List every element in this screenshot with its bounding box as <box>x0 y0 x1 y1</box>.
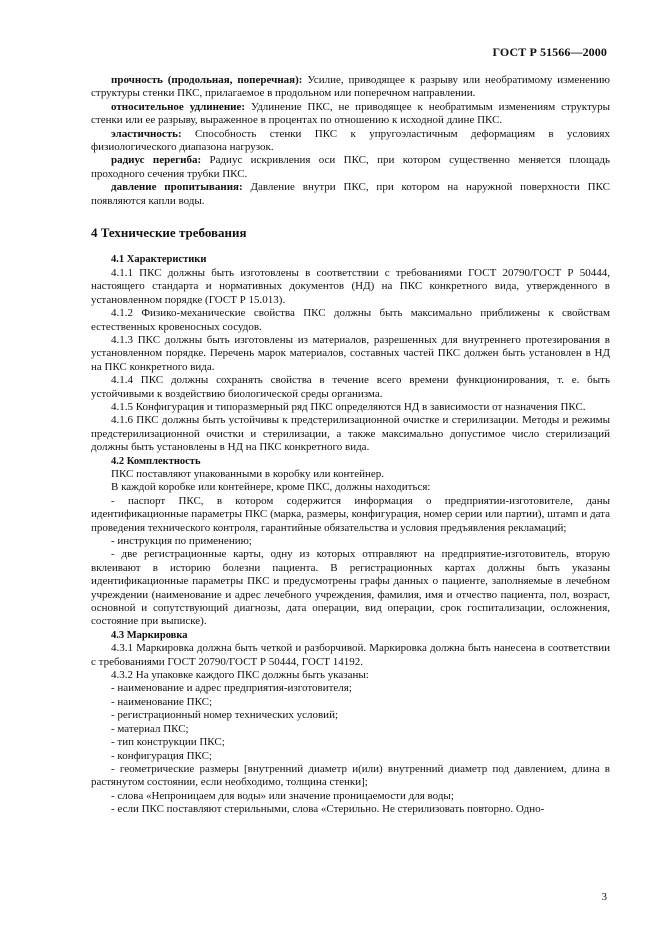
definition-term: относительное удлинение: <box>111 100 246 113</box>
subsection-heading: 4.1 Характеристики <box>111 254 207 266</box>
definition-text: Способность стенки ПКС к упругоэластичным деформациям в условиях физиологического диапазона нагрузок. <box>91 127 610 154</box>
definition-term: прочность (продольная, поперечная): <box>111 74 303 86</box>
paragraph: 4.1.5 Конфигурация и типоразмерный ряд ПКС определяются НД в зависимости от назначения ПКС. <box>111 400 586 413</box>
definition <box>91 154 610 181</box>
standard-header: ГОСТ Р 51566—2000 <box>492 45 607 59</box>
definition-term: давление пропитывания: <box>111 181 243 194</box>
paragraph: 4.3.2 На упаковке каждого ПКС должны быть указаны: <box>111 669 369 682</box>
paragraph: 4.1.1 ПКС должны быть изготовлены в соответствии с требованиями ГОСТ 20790/ГОСТ Р 50444, настоящего стандарта и нормативных документов (НД) на ПКС конкретного вида, утвержденного в установленном порядке (ГОСТ Р 15.013). <box>91 266 610 306</box>
paragraph: ПКС поставляют упакованными в коробку или контейнер. <box>111 467 384 480</box>
page-number: 3 <box>601 890 607 903</box>
list-item: - если ПКС поставляют стерильными, слова «Стерильно. Не стерилизовать повторно. Одно- <box>111 803 545 816</box>
definition <box>91 74 610 101</box>
list-item: - тип конструкции ПКС; <box>111 736 225 749</box>
list-item: - наименование ПКС; <box>111 695 213 708</box>
list-item: - паспорт ПКС, в котором содержится информация о предприятии-изготовителе, даны идентификационные параметры ПКС (марка, размеры, конфигурация, номер серии или партии), штамп и дата проведения технического контроля, гарантийные обязательства и условия предъявления рекламаций; <box>91 494 610 534</box>
list-item: - наименование и адрес предприятия-изготовителя; <box>111 682 352 695</box>
definition <box>91 101 610 128</box>
paragraph: В каждой коробке или контейнере, кроме ПКС, должны находиться: <box>111 481 431 494</box>
definition-term: радиус перегиба: <box>111 154 202 167</box>
definitions-list <box>91 74 610 208</box>
document-body <box>91 74 610 817</box>
definition-term: эластичность: <box>111 127 182 140</box>
list-item: - регистрационный номер технических условий; <box>111 709 339 722</box>
definition-text: Радиус искривления оси ПКС, при котором существенно меняется площадь проходного сечения трубки ПКС. <box>91 154 610 180</box>
section-heading: 4 Технические требования <box>91 225 247 241</box>
paragraph: 4.3.1 Маркировка должна быть четкой и разборчивой. Маркировка должна быть нанесена в соответствии с требованиями ГОСТ 20790/ГОСТ Р 50444, ГОСТ 14192. <box>91 642 610 668</box>
list-item: - конфигурация ПКС; <box>111 749 212 762</box>
definition-text: Усилие, приводящее к разрыву или необратимому изменению структуры стенки ПКС, прилагаемое в продольном или поперечном направлении. <box>91 74 610 100</box>
paragraph: 4.1.6 ПКС должны быть устойчивы к предстерилизационной очистке и стерилизации. Методы и режимы предстерилизационной очистки и стерилизации, а также максимально допустимое число стерилизаций должны быть установлены в НД на ПКС конкретного вида. <box>91 414 610 454</box>
paragraph: 4.1.3 ПКС должны быть изготовлены из материалов, разрешенных для внутреннего протезирования в установленном порядке. Перечень марок материалов, составных частей ПКС должен быть установлен в НД на ПКС конкретного вида. <box>91 333 610 373</box>
list-item: - инструкция по применению; <box>111 535 252 547</box>
definition <box>91 181 610 208</box>
subsection-heading: 4.2 Комплектность <box>111 455 201 467</box>
definition-text: Давление внутри ПКС, при котором на наружной поверхности ПКС появляются капли воды. <box>91 181 610 207</box>
paragraph: 4.1.4 ПКС должны сохранять свойства в течение всего времени функционирования, т. е. быть устойчивыми к воздействию биологической среды организма. <box>91 374 610 400</box>
definition <box>91 128 610 155</box>
definition-text: Удлинение ПКС, не приводящее к необратимым изменениям структуры стенки или ее разрыву, выраженное в процентах по отношению к исходной длине ПКС. <box>91 100 610 127</box>
paragraph: 4.1.2 Физико-механические свойства ПКС должны быть максимально приближены к свойствам естественных кровеносных сосудов. <box>91 307 610 333</box>
list-item: - геометрические размеры [внутренний диаметр и(или) внутренний диаметр под давлением, длина в растянутом состоянии, если необходимо, толщина стенки]; <box>91 762 610 789</box>
list-item: - две регистрационные карты, одну из которых отправляют на предприятие-изготовитель, вторую вклеивают в историю болезни пациента. В регистрационных картах должны быть указаны идентификационные параметры ПКС и предусмотрены графы данных о пациенте, заполняемые в лечебном учреждении (наименование и адрес лечебного учреждения, фамилия, имя и отчество пациента, пол, возраст, основной и сопутствующий диагнозы, дата операции, вид операции, срок госпитализации, осложнения, состояние при выписке). <box>91 548 610 628</box>
list-item: - слова «Непроницаем для воды» или значение проницаемости для воды; <box>111 789 454 802</box>
subsection-heading: 4.3 Маркировка <box>111 629 188 641</box>
list-item: - материал ПКС; <box>111 722 189 735</box>
